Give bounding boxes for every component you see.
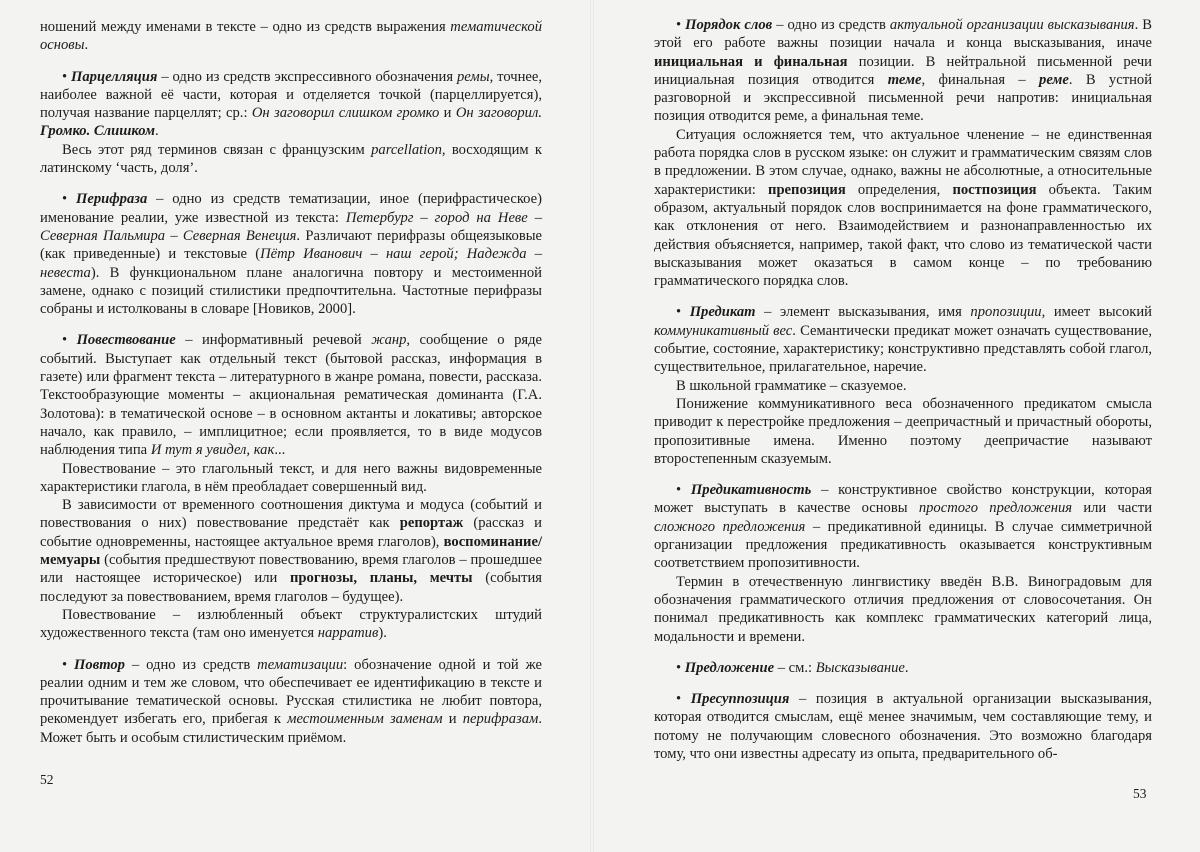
page-number-right: 53	[1133, 786, 1147, 801]
right-page-body	[654, 16, 1152, 763]
left-paragraph-2: • Парцелляция – одно из средств экспрессивного обозначения ремы, точнее, наиболее важной её части, которая и отделяется точкой (парцеллируется), получая название парцеллят; ср.: Он заговорил слишком громко и Он заговорил. Громко. Слишком.	[40, 68, 542, 140]
left-paragraph-5: • Повествование – информативный речевой жанр, сообщение о ряде событий. Выступает как отдельный текст (бытовой рассказ, информация в газете) или фрагмент текста – литературного в жанре романа, повести, рассказа. Текстообразующие моменты – акциональная рематическая доминанта (Г.А. Золотова): в тематической основе – в основном актанты и локативы; авторское начало, как правило, – имплицитное; если проявляется, то в виде модусов наблюдения типа И тут я увидел, как...	[40, 332, 542, 459]
left-paragraph-6: Повествование – это глагольный текст, и для него важны видовременные характеристики глагола, в нём преобладает совершенный вид.	[40, 460, 542, 495]
right-paragraph-2: Ситуация осложняется тем, что актуальное членение – не единственная работа порядка слов в русском языке: он служит и грамматическим связям слов в предложении. В этом случае, однако, важны не абсолютные, а относительные характеристики: препозиция определения, постпозиция объекта. Таким образом, актуальный порядок слов воспринимается на фоне грамматического, как отклонения от него. Взаимодействием и разнонаправленностью их действия объясняется, например, такой факт, что слово из тематической части высказывания может оказаться в самом конце – по требованию грамматического порядка слов.	[654, 126, 1152, 290]
left-page	[0, 0, 592, 852]
left-page-body	[40, 18, 542, 747]
right-page	[592, 0, 1200, 852]
right-paragraph-5: Понижение коммуникативного веса обозначенного предикатом смысла приводит к перестройке предложения – деепричастный и причастный обороты, пропозитивные имена. Именно поэтому деепричастие называют второстепенным сказуемым.	[654, 395, 1152, 467]
left-paragraph-7: В зависимости от временного соотношения диктума и модуса (событий и повествования о них) повествование предстаёт как репортаж (рассказ и событие одновременны, настоящее актуальное время глаголов), воспоминание/мемуары (события предшествуют повествованию, время глаголов – прошедшее или настоящее историческое) или прогнозы, планы, мечты (события последуют за повествованием, время глаголов – будущее).	[40, 497, 542, 605]
left-paragraph-4: • Перифраза – одно из средств тематизации, иное (перифрастическое) именование реалии, уже известной из текста: Петербург – город на Неве – Северная Пальмира – Северная Венеция. Различают перифразы общеязыковые (как приведенные) и текстовые (Пётр Иванович – наш герой; Надежда – невеста). В функциональном плане аналогична повтору и местоименной замене, однако с позиций стилистики предпочтительна. Частотные перифразы собраны и истолкованы в словаре [Новиков, 2000].	[40, 191, 542, 318]
left-paragraph-9: • Повтор – одно из средств тематизации: обозначение одной и той же реалии одним и тем же словом, что обеспечивает ее идентификацию в тексте и прочитывание тематической основы. Русская стилистика не любит повтора, рекомендует избегать его, прибегая к местоименным заменам и перифразам. Может быть и особым стилистическим приёмом.	[40, 656, 542, 746]
right-paragraph-9: • Пресуппозиция – позиция в актуальной организации высказывания, которая отводится смыслам, ещё менее значимым, чем составляющие тему, и потому не получающим словесного обозначения. Это возможно благодаря тому, что они известны адресату из опыта, предварительного об-	[654, 691, 1152, 762]
right-paragraph-7: Термин в отечественную лингвистику введён В.В. Виноградовым для обозначения грамматического отличия предложения от словосочетания. Он понимал предикативность как комплекс грамматических категорий лица, модальности и времени.	[654, 573, 1152, 645]
right-paragraph-8: • Предложение – см.: Высказывание.	[676, 659, 909, 676]
right-paragraph-6: • Предикативность – конструктивное свойство конструкции, которая может выступать в качестве основы простого предложения или части сложного предложения – предикативной единицы. В случае симметричной организации предложения предикативность оказывается конструктивным соответствием пропозитивности.	[654, 482, 1153, 572]
left-paragraph-8: Повествование – излюбленный объект структуралистских штудий художественного текста (там оно именуется нарратив).	[40, 606, 542, 642]
right-paragraph-3: • Предикат – элемент высказывания, имя пропозиции, имеет высокий коммуникативный вес. Семантически предикат может означать существование, событие, состояние, характеристику; конструктивно представлять собой глагол, существительное, прилагательное, наречие.	[654, 304, 1152, 376]
right-paragraph-4: В школьной грамматике – сказуемое.	[676, 377, 907, 394]
left-paragraph-3: Весь этот ряд терминов связан с французским parcellation, восходящим к латинскому ‘часть, доля’.	[40, 141, 543, 177]
page-number-left: 52	[40, 772, 54, 787]
left-paragraph-1: ношений между именами в тексте – одно из средств выражения тематической основы.	[40, 19, 542, 54]
right-paragraph-1: • Порядок слов – одно из средств актуальной организации высказывания. В этой его работе важны позиции начала и конца высказывания, иначе инициальная и финальная позиции. В нейтральной письменной речи инициальная позиция отводится теме, финальная – реме. В устной разговорной и экспрессивной письменной речи напротив: инициальная позиция отводится реме, а финальная теме.	[654, 17, 1153, 125]
